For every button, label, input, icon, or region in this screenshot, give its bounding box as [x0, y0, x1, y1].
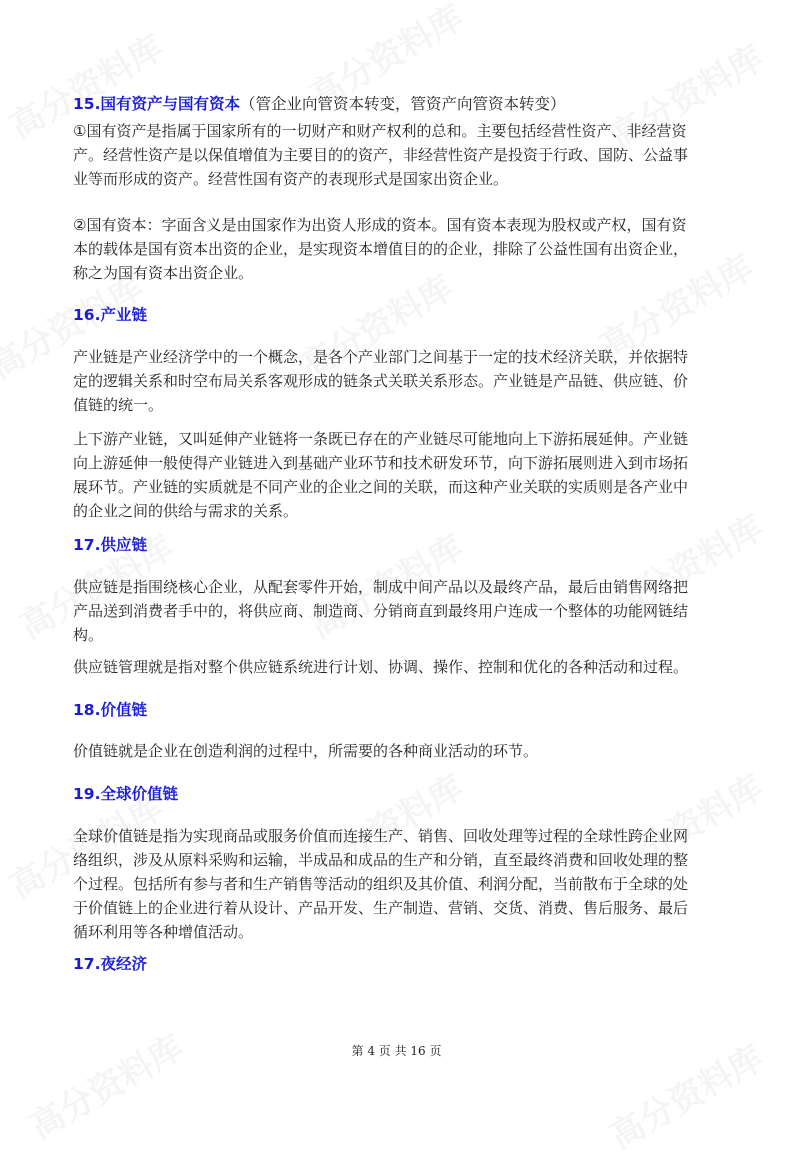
text-line: 称之为国有资本出资企业。: [73, 264, 254, 282]
section-heading-17: 17.供应链: [73, 536, 147, 554]
text-line: 络组织，涉及从原料采购和运输，半成品和成品的生产和分销，直至最终消费和回收处理的整: [73, 851, 689, 869]
section-heading-18: 18.价值链: [73, 701, 147, 719]
text-line: 产业链是产业经济学中的一个概念，是各个产业部门之间基于一定的技术经济关联，并依据特: [73, 348, 689, 366]
heading-text: 15.国有资产与国有资本: [73, 95, 240, 113]
text-line: ①国有资产是指属于国家所有的一切财产和财产权利的总和。主要包括经营性资产、非经营资: [73, 122, 687, 140]
text-line: 供应链是指围绕核心企业，从配套零件开始，制成中间产品以及最终产品，最后由销售网络把: [73, 578, 689, 596]
text-line: 展环节。产业链的实质就是不同产业的企业之间的关联，而这种产业关联的实质则是各产业中: [73, 478, 689, 496]
paragraph: [73, 345, 733, 417]
paragraph: [73, 213, 733, 285]
text-line: 循环利用等各种增值活动。: [73, 923, 254, 941]
heading-subtitle: （管企业向管资本转变，管资产向管资本转变）: [239, 95, 566, 113]
text-line: 供应链管理就是指对整个供应链系统进行计划、协调、操作、控制和优化的各种活动和过程。: [73, 658, 689, 676]
text-line: 定的逻辑关系和时空布局关系客观形成的链条式关联关系形态。产业链是产品链、供应链、价: [73, 372, 689, 390]
text-line: 本的载体是国有资本出资的企业，是实现资本增值目的的企业，排除了公益性国有出资企业，: [73, 240, 689, 258]
text-line: ②国有资本：字面含义是由国家作为出资人形成的资本。国有资本表现为股权或产权，国有资: [73, 216, 687, 234]
paragraph: [73, 427, 733, 523]
text-line: 业等而形成的资产。经营性国有资产的表现形式是国家出资企业。: [73, 170, 509, 188]
section-heading-night-economy: 17.夜经济: [73, 955, 147, 973]
text-line: 全球价值链是指为实现商品或服务价值而连接生产、销售、回收处理等过程的全球性跨企业网: [73, 827, 689, 845]
text-line: 产品送到消费者手中的，将供应商、制造商、分销商直到最终用户连成一个整体的功能网链结: [73, 602, 689, 620]
text-line: 产。经营性资产是以保值增值为主要目的的资产，非经营性资产是投资于行政、国防、公益事: [73, 146, 689, 164]
paragraph: [73, 575, 733, 647]
section-heading-19: 19.全球价值链: [73, 785, 178, 803]
section-heading-16: 16.产业链: [73, 306, 147, 324]
watermark-logo: [19, 1021, 191, 1148]
text-line: 个过程。包括所有参与者和生产销售等活动的组织及其价值、利润分配，当前散布于全球的处: [73, 875, 689, 893]
text-line: 于价值链上的企业进行着从设计、产品开发、生产制造、营销、交货、消费、售后服务、最后: [73, 899, 689, 917]
paragraph: [73, 119, 733, 191]
text-line: 上下游产业链，又叫延伸产业链将一条既已存在的产业链尽可能地向上下游拓展延伸。产业链: [73, 430, 689, 448]
text-line: 向上游延伸一般使得产业链进入到基础产业环节和技术研发环节，向下游拓展则进入到市场拓: [73, 454, 689, 472]
page-footer: 第 4 页 共 16 页: [351, 1044, 442, 1058]
section-heading-15: [73, 92, 733, 116]
text-line: 的企业之间的供给与需求的关系。: [73, 502, 299, 520]
paragraph: [73, 739, 733, 763]
text-line: 构。: [73, 626, 104, 644]
paragraph: [73, 655, 733, 679]
paragraph: [73, 824, 733, 944]
text-line: 值链的统一。: [73, 396, 164, 414]
text-line: 价值链就是企业在创造利润的过程中，所需要的各种商业活动的环节。: [73, 742, 539, 760]
